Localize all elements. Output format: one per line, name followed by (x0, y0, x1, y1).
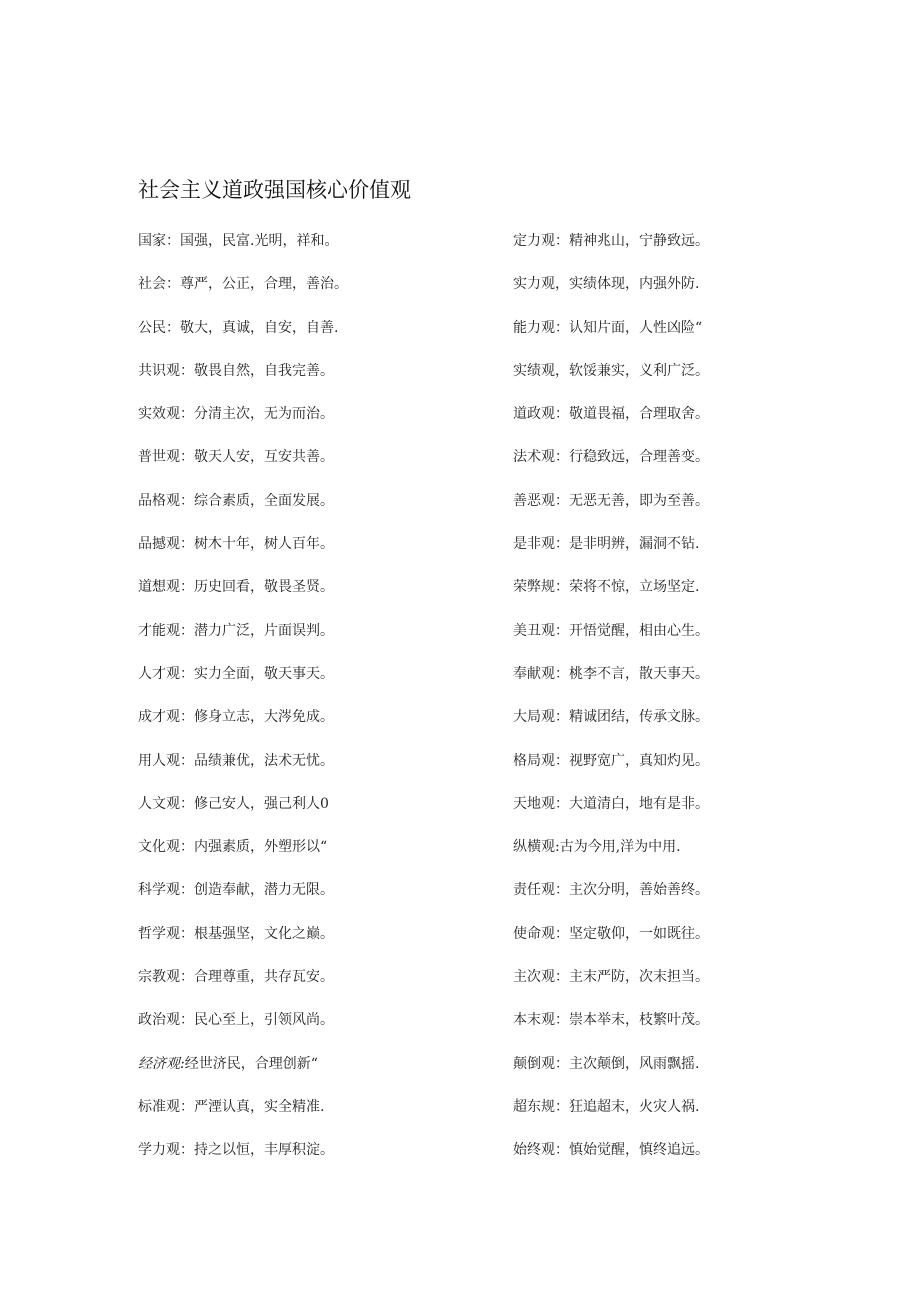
list-item: 法术观：行稳致远，合理善变。 (513, 449, 709, 466)
list-item: 美丑观：开悟觉醒，相由心生。 (513, 622, 709, 639)
list-item: 道想观：历史回看，敬畏圣贤。 (138, 579, 334, 596)
list-item (138, 1054, 478, 1097)
list-item: 实绩观，软馁兼实，义利广泛。 (513, 362, 709, 379)
list-item: 国家：国强，民富.光明，祥和。 (138, 233, 339, 249)
list-item: 哲学观：根基强坚，文化之巅。 (138, 925, 334, 942)
list-item-text: 经世济民，合理创新“ (184, 1055, 318, 1072)
list-item: 用人观：品绩兼优，法术无忧。 (138, 752, 334, 769)
list-item: 公民：敬大，真诚，自安，自善. (138, 319, 339, 336)
list-item: 宗教观：合理尊重，共存瓦安。 (138, 969, 334, 986)
list-item: 定力观：精神兆山，宁静致远。 (513, 233, 709, 249)
list-item: 才能观：潜力广泛，片面误判。 (138, 622, 334, 639)
list-item: 共识观：敬畏自然，自我完善。 (138, 362, 334, 379)
list-item: 道政观：敬道畏福，合理取舍。 (513, 406, 709, 423)
list-item: 品撼观：树木十年，树人百年。 (138, 536, 334, 553)
list-item: 文化观：内强素质，外塑形以“ (138, 839, 328, 856)
list-item: 责任观：主次分明，善始善终。 (513, 882, 709, 899)
list-item: 能力观：认知片面，人性凶险“ (513, 319, 703, 336)
list-item: 大局观：精诚团结，传承文脉。 (513, 709, 709, 726)
list-item: 主次观：主末严防，次末担当。 (513, 969, 709, 986)
list-item: 格局观：视野宽广，真知灼见。 (513, 752, 709, 769)
right-column (513, 231, 843, 1184)
list-item: 人才观：实力全面，敬天事天。 (138, 665, 334, 682)
list-item: 善恶观：无恶无善，即为至善。 (513, 492, 709, 509)
list-item: 科学观：创造奉献，潜力无限。 (138, 882, 334, 899)
list-item: 奉献观：桃李不言，散天事天。 (513, 665, 709, 682)
list-item: 政治观：民心至上，引领风尚。 (138, 1012, 334, 1029)
list-item: 纵横观:古为今用,洋为中用. (513, 839, 681, 856)
list-item: 普世观：敬天人安，互安共善。 (138, 449, 334, 466)
list-item-label: 经济观: (138, 1055, 185, 1072)
left-column (138, 231, 478, 1184)
list-item: 本末观：崇本举末，枝繁叶茂。 (513, 1012, 709, 1029)
list-item: 荣弊规：荣将不惊，立场坚定. (513, 579, 700, 596)
list-item: 始终观：慎始觉醒，慎终追远。 (513, 1142, 709, 1159)
list-item: 超东规：狂追超末，火灾人祸. (513, 1098, 700, 1115)
list-item: 是非观：是非明辨，漏洞不钻. (513, 536, 700, 553)
list-item: 标准观：严湮认真，实全精准. (138, 1098, 325, 1115)
list-item: 品格观：综合素质，全面发展。 (138, 492, 334, 509)
list-item: 成才观：修身立志，大涔免成。 (138, 709, 334, 726)
list-item: 实效观：分清主次，无为而治。 (138, 406, 334, 423)
page-title: 社会主义道政强国核心价值观 (138, 178, 411, 202)
list-item: 天地观：大道清白，地有是非。 (513, 795, 709, 812)
list-item: 使命观：坚定敬仰，一如既往。 (513, 925, 709, 942)
list-item: 社会：尊严，公正，合理，善治。 (138, 276, 348, 293)
list-item: 学力观：持之以恒，丰厚积淀。 (138, 1142, 334, 1159)
list-item: 实力观，实绩体现，内强外防. (513, 276, 700, 293)
list-item: 颠倒观：主次颠倒，风雨飘摇. (513, 1055, 700, 1072)
list-item: 人文观：修己安人，强己利人0 (138, 795, 329, 812)
